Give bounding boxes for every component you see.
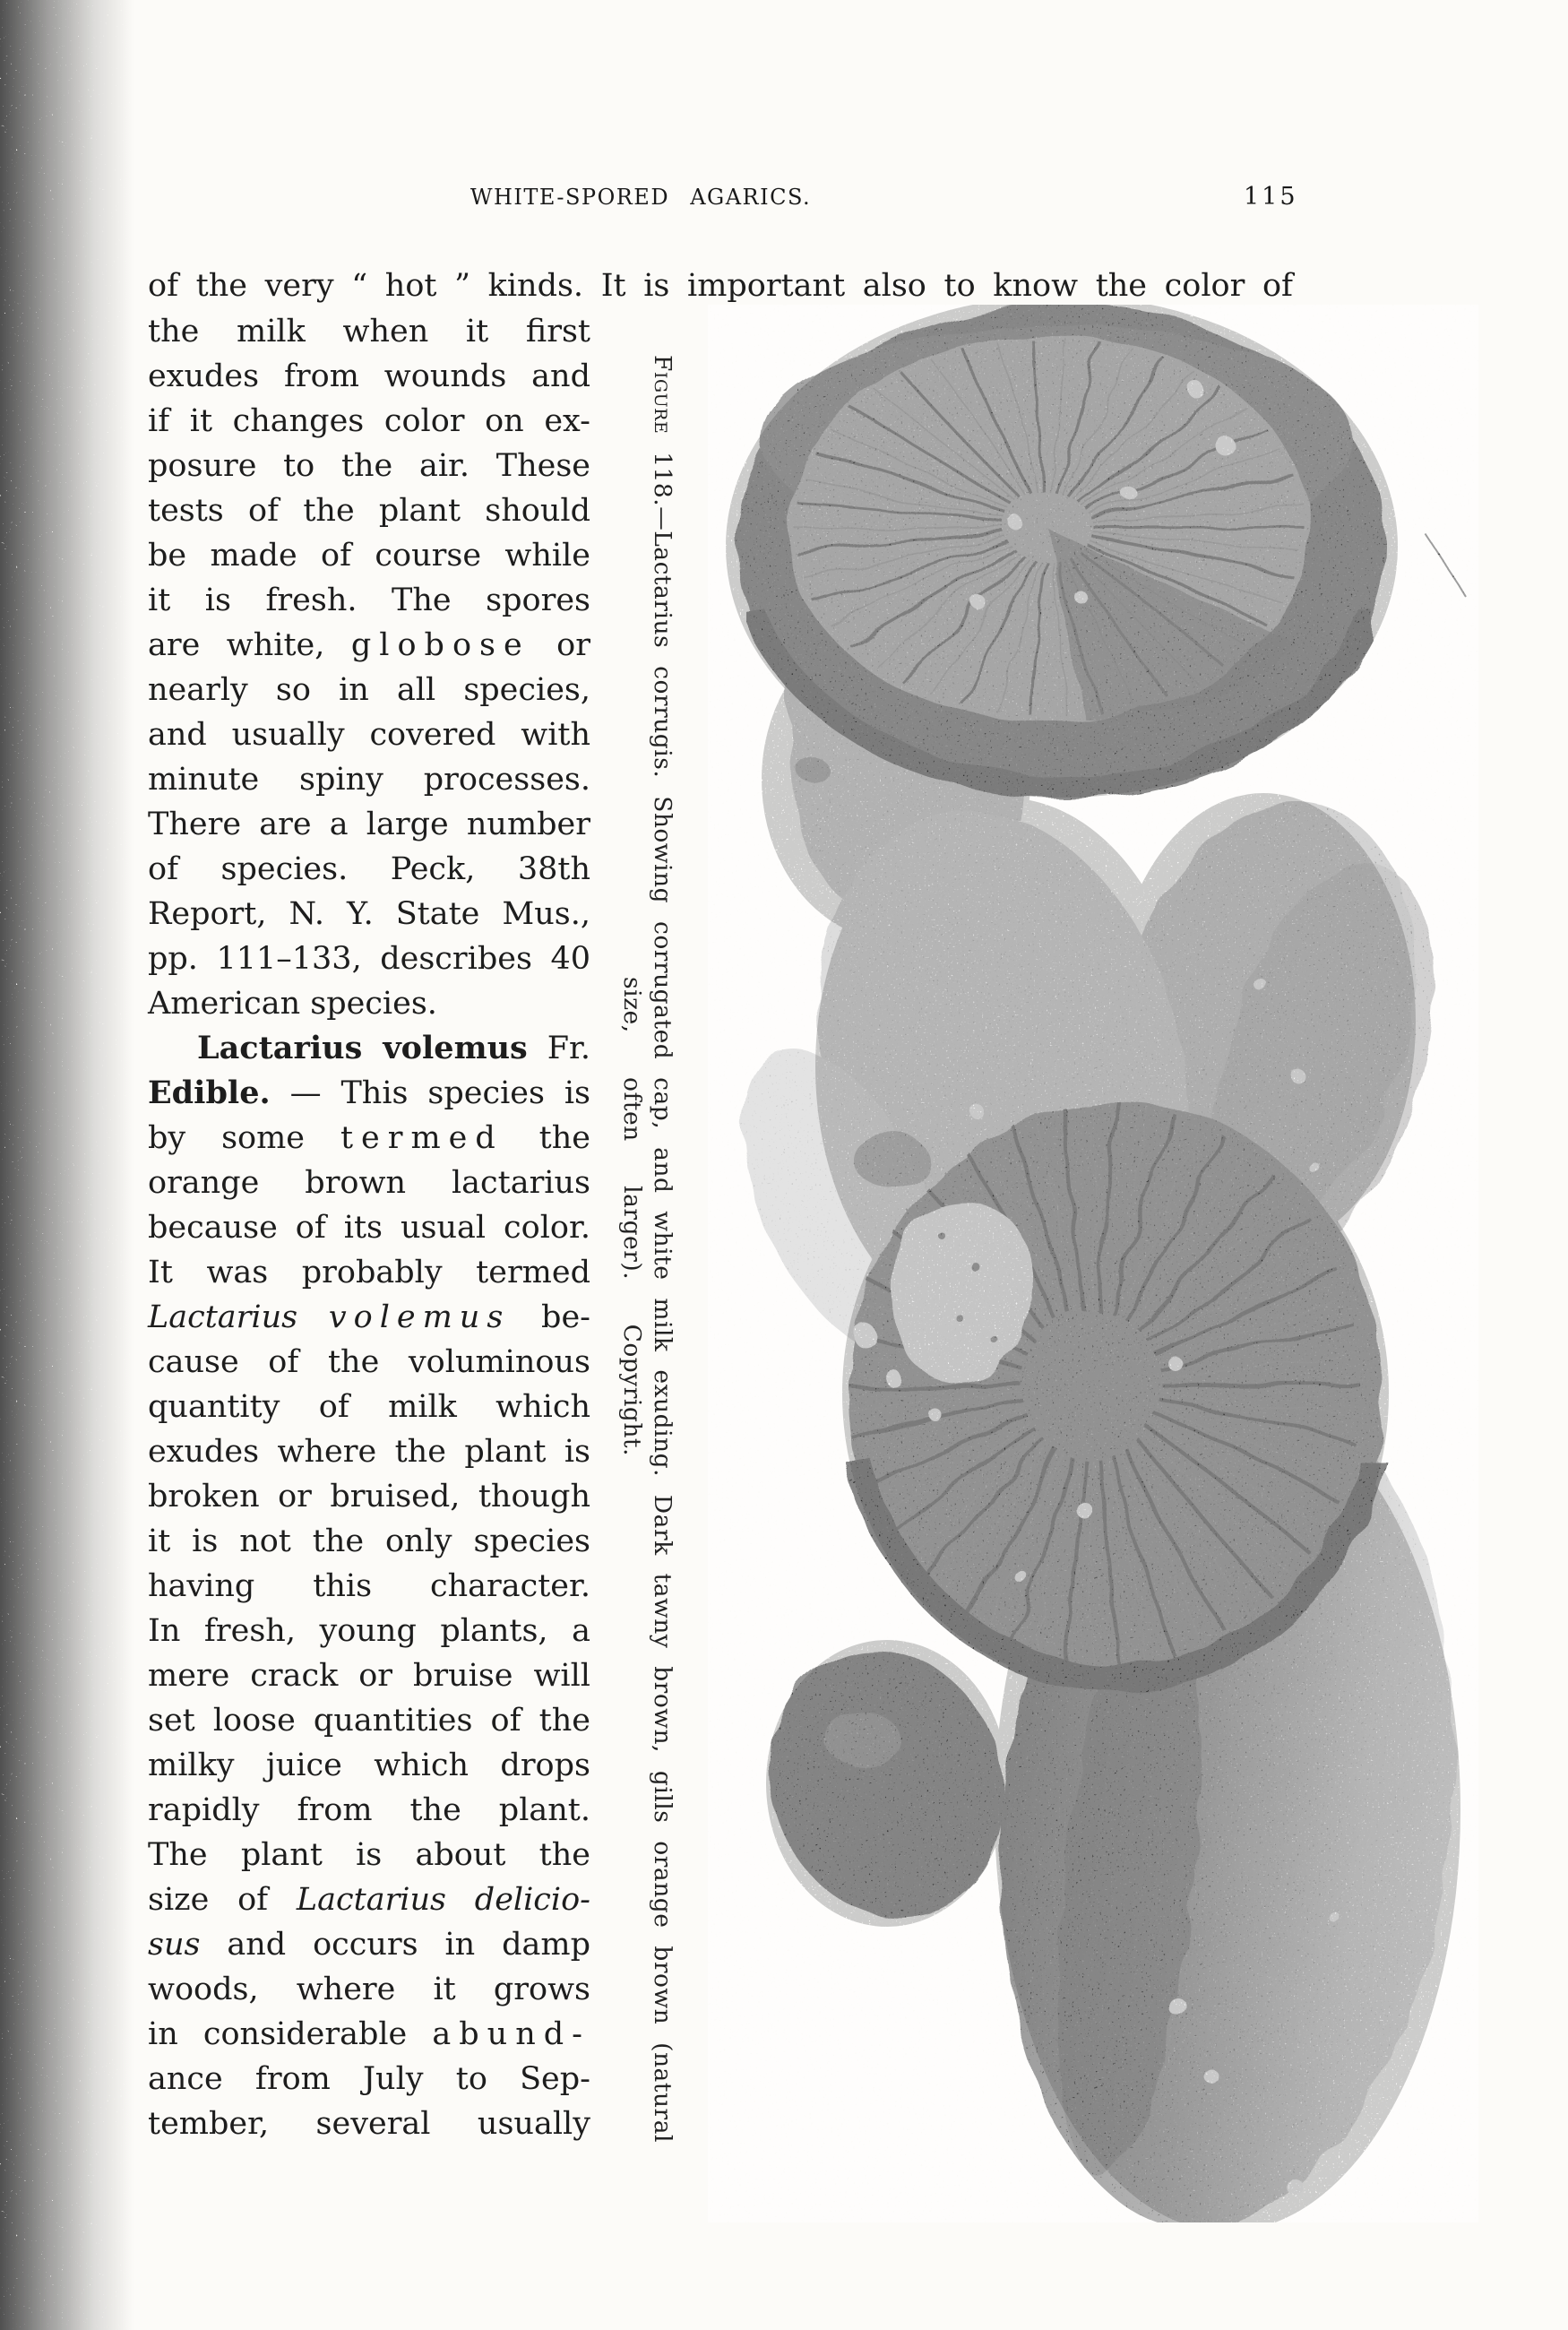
text-line: [148, 2012, 590, 2057]
text-line: It was probably termed: [148, 1255, 590, 1290]
text-line: be made of course while: [148, 538, 590, 574]
text-segment: the: [503, 1120, 590, 1156]
scan-noise-left-margin: [0, 0, 134, 2330]
text-line: tember, several usually: [148, 2106, 590, 2142]
body-intro-line: of the very “ hot ” kinds. It is important also to know the color of: [148, 268, 1293, 304]
text-line: posure to the air. These: [148, 448, 590, 484]
text-line: [148, 1295, 590, 1340]
text-line: milky juice which drops: [148, 1748, 590, 1783]
text-segment: termed: [340, 1120, 504, 1156]
text-segment: sus: [148, 1927, 201, 1963]
page-number: 115: [1244, 183, 1298, 211]
text-line: The plant is about the: [148, 1837, 590, 1873]
text-line: exudes from wounds and: [148, 358, 590, 394]
text-line: [148, 623, 590, 668]
text-line: orange brown lactarius: [148, 1165, 590, 1201]
figure-photo-mushrooms: [708, 305, 1478, 2222]
text-segment: Figure: [649, 355, 676, 435]
text-line: Report, N. Y. State Mus.,: [148, 896, 590, 932]
text-segment: are white,: [148, 627, 351, 663]
text-line: because of its usual color.: [148, 1210, 590, 1246]
text-line: mere crack or bruise will: [148, 1658, 590, 1694]
text-line: [148, 1922, 590, 1967]
text-line: minute spiny processes.: [148, 762, 590, 798]
text-line: woods, where it grows: [148, 1972, 590, 2007]
text-line: exudes where the plant is: [148, 1434, 590, 1470]
body-text-column: [148, 309, 590, 2146]
text-segment: Lactarius: [148, 1299, 329, 1335]
text-line: In fresh, young plants, a: [148, 1613, 590, 1649]
text-line: broken or bruised, though: [148, 1479, 590, 1514]
text-segment: size of: [148, 1882, 297, 1918]
text-line: ance from July to Sep-: [148, 2061, 590, 2097]
text-line: having this character.: [148, 1568, 590, 1604]
text-line: of species. Peck, 38th: [148, 851, 590, 887]
text-segment: — This species is: [270, 1075, 590, 1111]
text-line: it is fresh. The spores: [148, 582, 590, 618]
text-segment: by some: [148, 1120, 340, 1156]
text-segment: Lactarius delicio-: [296, 1882, 590, 1918]
text-line: the milk when it first: [148, 314, 590, 350]
text-segment: volemus: [328, 1299, 511, 1335]
text-segment: Lactarius volemus: [197, 1030, 528, 1066]
figure-caption-line2: size, often larger). Copyright.: [618, 977, 646, 1456]
text-line: [148, 1116, 590, 1161]
text-line: There are a large number: [148, 807, 590, 842]
text-segment: abund-: [432, 2016, 590, 2052]
text-line: cause of the voluminous: [148, 1344, 590, 1380]
text-segment: globose: [350, 627, 530, 663]
text-line: [148, 1877, 590, 1922]
text-line: nearly so in all species,: [148, 672, 590, 708]
text-segment: be-: [510, 1299, 590, 1335]
text-segment: in considerable: [148, 2016, 433, 2052]
text-line: pp. 111–133, describes 40: [148, 941, 590, 977]
text-line: and usually covered with: [148, 717, 590, 753]
text-line: it is not the only species: [148, 1523, 590, 1559]
text-segment: Fr.: [527, 1031, 590, 1066]
text-line: quantity of milk which: [148, 1389, 590, 1425]
text-line: if it changes color on ex-: [148, 403, 590, 439]
text-line: tests of the plant should: [148, 493, 590, 529]
text-line: set loose quantities of the: [148, 1703, 590, 1739]
text-line: rapidly from the plant.: [148, 1792, 590, 1828]
text-line: American species.: [148, 986, 437, 1022]
text-segment: and occurs in damp: [200, 1927, 590, 1963]
text-segment: or: [530, 627, 590, 663]
text-segment: 118.—Lactarius corrugis. Showing corrugated cap, and white milk exuding. Dark tawny brown, gills orange brown (natural: [649, 434, 676, 2143]
figure-caption-line1: [649, 355, 676, 2143]
running-head-title: WHITE-SPORED AGARICS.: [470, 185, 812, 210]
text-segment: Edible.: [148, 1074, 271, 1111]
text-line: [148, 1071, 590, 1116]
text-line: [148, 1026, 590, 1071]
